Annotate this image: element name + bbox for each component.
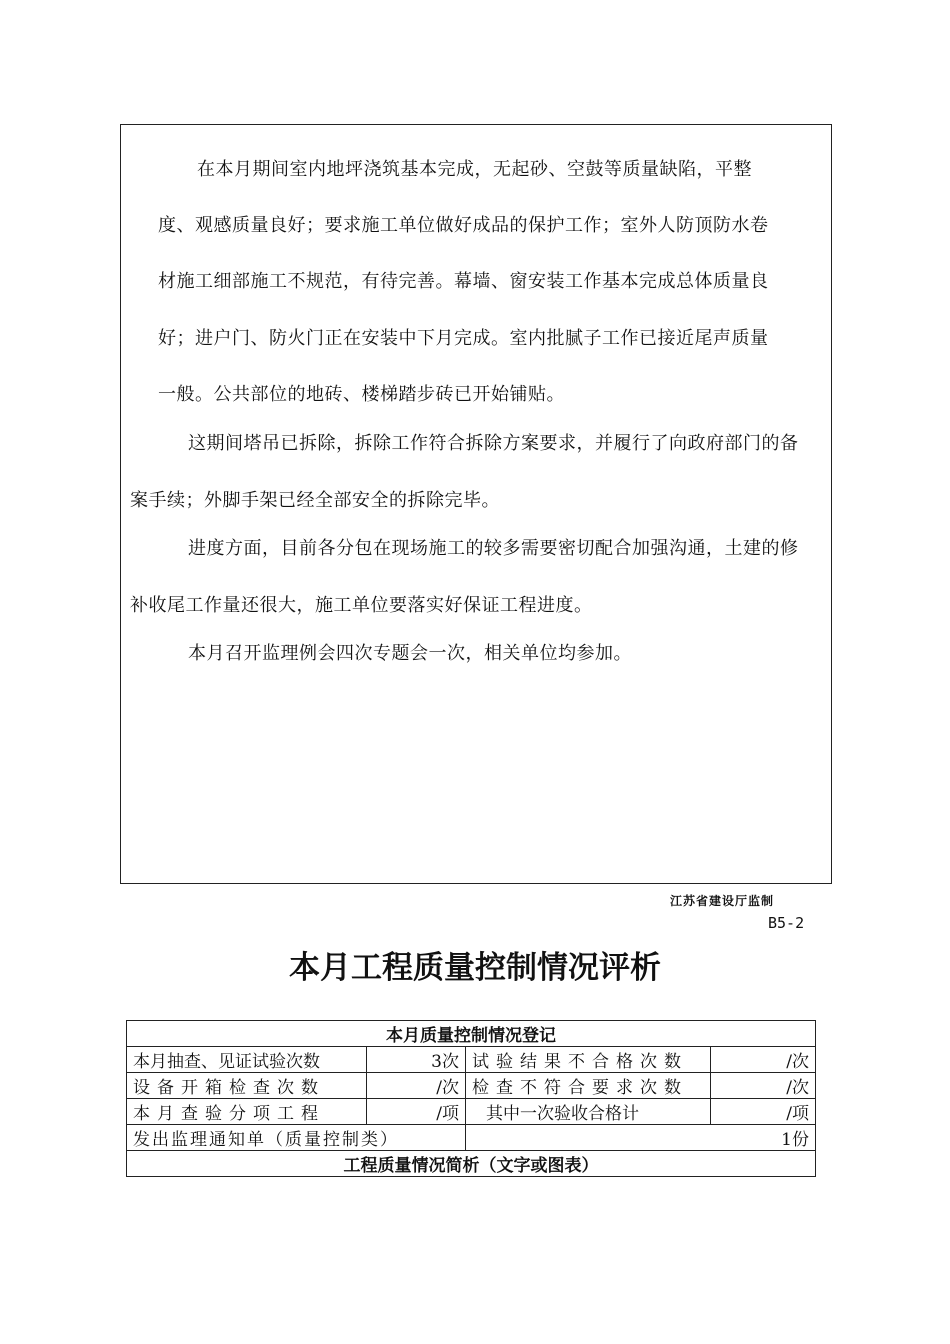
row-label: 本月抽查、见证试验次数 xyxy=(127,1047,367,1073)
note-line: 在本月期间室内地坪浇筑基本完成，无起砂、空鼓等质量缺陷，平整 xyxy=(197,159,752,180)
table-header-row xyxy=(127,1151,816,1177)
row-label: 本月查验分项工程 xyxy=(127,1099,367,1125)
quality-register-table xyxy=(126,1020,816,1177)
row-label: 检查不符合要求次数 xyxy=(466,1073,711,1099)
row-value: /项 xyxy=(367,1099,466,1125)
table-header-row xyxy=(127,1021,816,1047)
row-value: /项 xyxy=(711,1099,816,1125)
notice-value: 1份 xyxy=(466,1125,816,1151)
row-value: /次 xyxy=(367,1073,466,1099)
table-row xyxy=(127,1073,816,1099)
note-line: 案手续；外脚手架已经全部安全的拆除完毕。 xyxy=(130,490,500,511)
note-line: 度、观感质量良好；要求施工单位做好成品的保护工作；室外人防顶防水卷 xyxy=(158,215,769,236)
row-label: 试验结果不合格次数 xyxy=(466,1047,711,1073)
row-value: 3次 xyxy=(367,1047,466,1073)
note-line: 材施工细部施工不规范，有待完善。幕墙、窗安装工作基本完成总体质量良 xyxy=(158,271,769,292)
note-line: 本月召开监理例会四次专题会一次，相关单位均参加。 xyxy=(188,643,632,664)
row-value: /次 xyxy=(711,1047,816,1073)
form-code: B5-2 xyxy=(768,914,805,932)
note-line: 补收尾工作量还很大，施工单位要落实好保证工程进度。 xyxy=(130,595,593,616)
report-title: 本月工程质量控制情况评析 xyxy=(289,950,661,986)
table-row xyxy=(127,1099,816,1125)
table-row xyxy=(127,1047,816,1073)
analysis-header: 工程质量情况简析（文字或图表） xyxy=(127,1151,816,1177)
register-header: 本月质量控制情况登记 xyxy=(127,1021,816,1047)
note-line: 进度方面，目前各分包在现场施工的较多需要密切配合加强沟通，土建的修 xyxy=(188,538,799,559)
supervisor-label: 江苏省建设厅监制 xyxy=(670,894,775,908)
note-line: 一般。公共部位的地砖、楼梯踏步砖已开始铺贴。 xyxy=(158,384,565,405)
note-line: 这期间塔吊已拆除，拆除工作符合拆除方案要求，并履行了向政府部门的备 xyxy=(188,433,799,454)
note-line: 好；进户门、防火门正在安装中下月完成。室内批腻子工作已接近尾声质量 xyxy=(158,328,769,349)
table-row xyxy=(127,1125,816,1151)
row-value: /次 xyxy=(711,1073,816,1099)
row-label: 其中一次验收合格计 xyxy=(466,1099,711,1125)
notice-label: 发出监理通知单（质量控制类） xyxy=(127,1125,466,1151)
row-label: 设备开箱检查次数 xyxy=(127,1073,367,1099)
